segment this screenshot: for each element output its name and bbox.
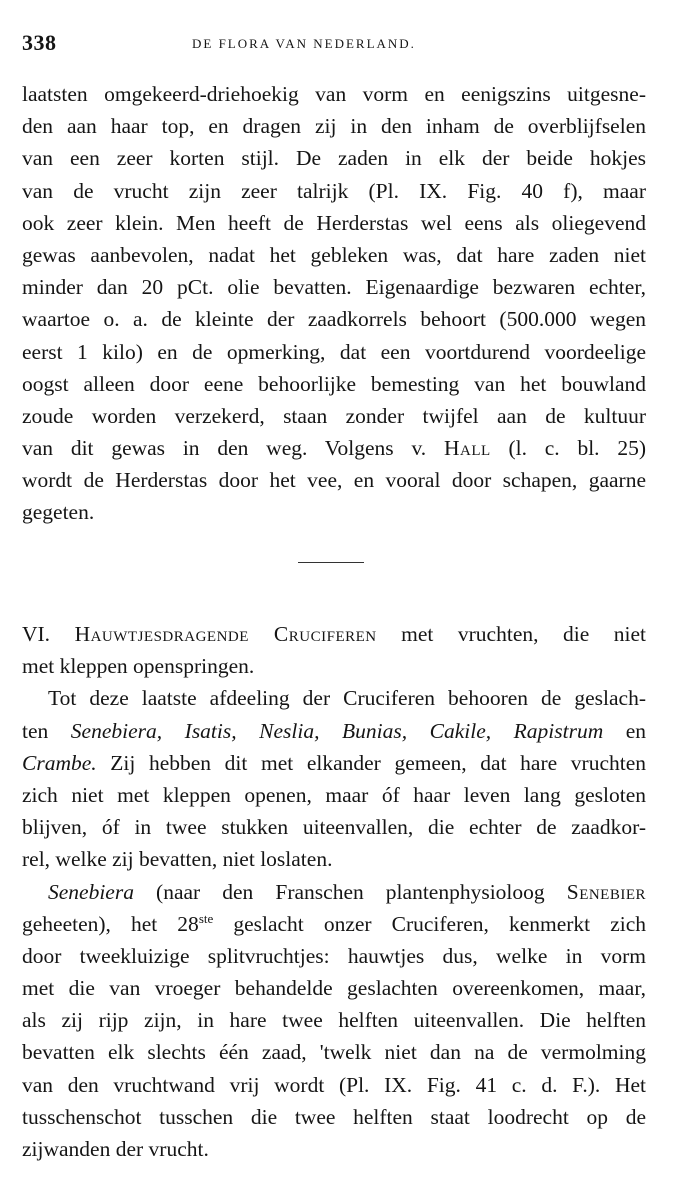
text-line: minder dan 20 pCt. olie bevatten. Eigenaardige bezwaren echter, bbox=[22, 275, 646, 300]
text-line: rel, welke zij bevatten, niet loslaten. bbox=[22, 847, 333, 872]
text-line: oogst alleen door eene behoorlijke bemesting van het bouwland bbox=[22, 371, 646, 396]
text-segment: (l. c. bl. 25) bbox=[508, 436, 646, 461]
section-divider bbox=[298, 562, 364, 563]
genus-name: Isatis, bbox=[184, 718, 237, 743]
genus-name: Cakile, bbox=[429, 718, 492, 743]
genus-name: Rapistrum bbox=[513, 718, 604, 743]
section-heading-continued: met kleppen openspringen. bbox=[22, 654, 255, 679]
text-line: den aan haar top, en dragen zij in den inham de overblijfselen bbox=[22, 114, 646, 139]
text-line: waartoe o. a. de kleinte der zaadkorrels behoort (500.000 wegen bbox=[22, 307, 646, 332]
text-line bbox=[22, 747, 646, 779]
text-segment: en bbox=[625, 718, 646, 743]
section-title: Hauwtjesdragende Cruciferen bbox=[74, 622, 377, 646]
section-title-rest: met vruchten, die niet bbox=[401, 622, 646, 646]
text-segment: geslacht onzer Cruciferen, kenmerkt zich bbox=[233, 911, 646, 936]
genus-name: Senebiera bbox=[48, 879, 134, 904]
text-line bbox=[22, 715, 646, 747]
genus-name: Bunias, bbox=[341, 718, 408, 743]
text-line: zich niet met kleppen openen, maar óf haar leven lang gesloten bbox=[22, 782, 646, 807]
text-segment: geheeten), het 28 bbox=[22, 911, 199, 936]
paragraph-herderstas bbox=[22, 78, 646, 529]
page-header bbox=[22, 30, 656, 60]
genus-name: Crambe. bbox=[22, 750, 97, 775]
author-name: Hall bbox=[443, 436, 491, 461]
running-head: DE FLORA VAN NEDERLAND. bbox=[192, 36, 416, 51]
genus-name: Neslia, bbox=[259, 718, 320, 743]
text-line: gewas aanbevolen, nadat het gebleken was, dat hare zaden niet bbox=[22, 242, 646, 267]
text-line: door tweekluizige splitvruchtjes: hauwtjes dus, welke in vorm bbox=[22, 943, 646, 968]
text-line: wordt de Herderstas door het vee, en vooral door schapen, gaarne bbox=[22, 468, 646, 493]
text-line: van een zeer korten stijl. De zaden in elk der beide hokjes bbox=[22, 146, 646, 171]
text-line: Tot deze laatste afdeeling der Cruciferen behooren de geslach- bbox=[48, 686, 646, 711]
text-line: zijwanden der vrucht. bbox=[22, 1137, 209, 1161]
text-segment: van dit gewas in den weg. Volgens v. bbox=[22, 436, 427, 461]
text-line: laatsten omgekeerd-driehoekig van vorm en eenigszins uitgesne- bbox=[22, 82, 646, 106]
text-line: als zij rijp zijn, in hare twee helften uiteenvallen. Die helften bbox=[22, 1008, 646, 1033]
text-line: zoude worden verzekerd, staan zonder twijfel aan de kultuur bbox=[22, 403, 646, 428]
superscript: ste bbox=[198, 910, 214, 926]
text-line: tusschenschot tusschen die twee helften staat loodrecht op de bbox=[22, 1104, 646, 1129]
text-line: eerst 1 kilo) en de opmerking, dat een voortdurend voordeelige bbox=[22, 339, 646, 364]
text-segment: ten bbox=[22, 718, 49, 743]
text-line: ook zeer klein. Men heeft de Herderstas wel eens als oliegevend bbox=[22, 210, 646, 235]
section-number: VI. bbox=[22, 622, 51, 646]
page-number: 338 bbox=[22, 30, 57, 55]
author-name: Senebier bbox=[566, 879, 646, 904]
section-heading bbox=[22, 618, 646, 650]
text-line bbox=[22, 876, 646, 908]
text-segment: (naar den Franschen plantenphysioloog bbox=[156, 879, 545, 904]
text-line: gegeten. bbox=[22, 500, 95, 525]
text-segment: Zij hebben dit met elkander gemeen, dat hare vruchten bbox=[110, 750, 646, 775]
text-line bbox=[22, 908, 646, 940]
section-vi bbox=[22, 618, 646, 1165]
text-line: bevatten elk slechts één zaad, 'twelk niet dan na de vermolming bbox=[22, 1040, 646, 1065]
text-line: met die van vroeger behandelde geslachten overeenkomen, maar, bbox=[22, 976, 646, 1001]
text-line: van de vrucht zijn zeer talrijk (Pl. IX. Fig. 40 f), maar bbox=[22, 178, 646, 203]
text-line bbox=[22, 432, 646, 464]
text-line: blijven, óf in twee stukken uiteenvallen, die echter de zaadkor- bbox=[22, 815, 646, 840]
text-line: van den vruchtwand vrij wordt (Pl. IX. Fig. 41 c. d. F.). Het bbox=[22, 1072, 646, 1097]
genus-name: Senebiera, bbox=[70, 718, 163, 743]
